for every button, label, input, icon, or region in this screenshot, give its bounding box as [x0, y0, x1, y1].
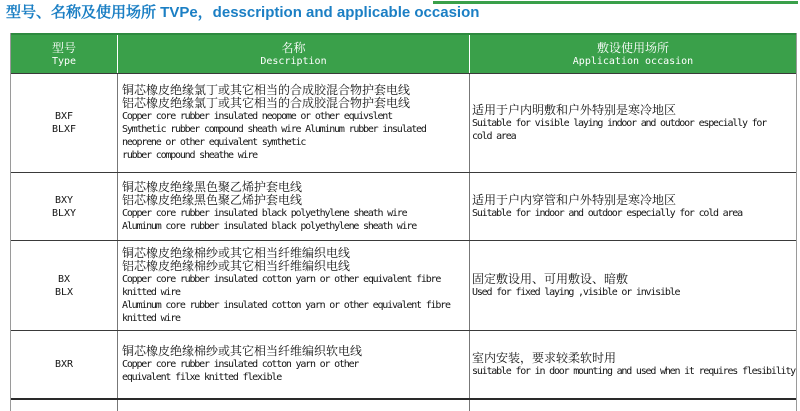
occasion-line: 室内安装，要求较柔软时用 [472, 350, 617, 365]
occasion-line: Suitable for visible laying indoor and outdoor especially for [472, 117, 767, 129]
type-code: BXR [54, 359, 74, 370]
type-cell [11, 74, 117, 172]
description-cell [117, 74, 469, 172]
header-cell-type [11, 35, 117, 73]
occasion-line: suitable for in door mounting and used when it requires flesibility [472, 365, 795, 377]
type-code: BLXY [51, 207, 77, 219]
occasion-line: 适用于户内穿管和户外特别是寒冷地区 [472, 192, 677, 207]
description-line: 铜芯橡皮绝缘棉纱或其它相当纤维编织软电线 [122, 344, 363, 358]
table-row [11, 240, 796, 330]
description-line: 铜芯橡皮绝缘黑色聚乙烯护套电线 [122, 179, 303, 194]
description-line: 铜芯橡皮绝缘棉纱或其它相当纤维编织电线 [122, 245, 351, 260]
description-line: knitted wire [122, 312, 180, 324]
description-line: Copper core rubber insulated black polyethylene sheath wire [122, 207, 407, 219]
table-row [11, 73, 796, 172]
occasion-line: 固定敷设用、可用敷设、暗敷 [472, 271, 629, 286]
description-line: 铝芯橡皮绝缘棉纱或其它相当纤维编织电线 [122, 258, 351, 273]
description-line: Aluminum core rubber insulated black polyethylene sheath wire [122, 220, 417, 232]
occasion-line: 适用于户内明敷和户外特别是寒冷地区 [472, 102, 677, 117]
header-description-zh: 名称 [281, 40, 306, 55]
accent-line [433, 1, 798, 4]
type-code: BXF [54, 111, 74, 122]
header-type-en: Type [51, 55, 77, 67]
header-occasion-zh: 敷设使用场所 [596, 40, 669, 55]
occasion-cell [469, 331, 796, 398]
description-cell [117, 331, 469, 398]
header-type-zh: 型号 [51, 40, 76, 55]
description-cell [117, 400, 469, 411]
header-cell-description [117, 35, 469, 73]
type-code: BLX [54, 286, 74, 298]
table-row [11, 172, 796, 240]
page-title: 型号、名称及使用场所 TVPe，desscription and applicable occasion [6, 4, 480, 21]
wire-type-table [10, 33, 797, 411]
table-header-row [11, 33, 796, 73]
description-line: Copper core rubber insulated cotton yarn or other [122, 359, 359, 370]
occasion-cell [469, 74, 796, 172]
description-line: knitted wire [122, 286, 180, 298]
description-line: Symthetic rubber compound sheath wire Aluminum rubber insulated [122, 124, 426, 135]
table-row [11, 330, 796, 398]
header-description-en: Description [260, 55, 327, 67]
occasion-line: Suitable for indoor and outdoor especially for cold area [472, 207, 742, 219]
type-cell [11, 331, 117, 398]
occasion-cell [469, 400, 796, 411]
occasion-cell [469, 241, 796, 330]
occasion-line: Used for fixed laying ,visible or invisible [472, 286, 680, 298]
description-line: neoprene or other equivalent symthetic [122, 137, 306, 148]
header-occasion-en: Application occasion [572, 55, 694, 67]
description-cell [117, 173, 469, 240]
description-line: Aluminum core rubber insulated cotton yarn or other equivalent fibre [122, 299, 450, 311]
occasion-line: cold area [472, 130, 516, 142]
type-code: BXY [54, 194, 74, 206]
table-body [11, 73, 796, 411]
description-line: 铜芯橡皮绝缘氯丁或其它相当的合成胶混合物护套电线 [122, 83, 411, 97]
description-line: Copper core rubber insulated cotton yarn or other equivalent fibre [122, 273, 441, 285]
table-row-partial [11, 398, 796, 411]
description-line: rubber compound sheathe wire [122, 150, 257, 161]
type-cell [11, 241, 117, 330]
description-line: 铝芯橡皮绝缘黑色聚乙烯护套电线 [122, 192, 303, 207]
header-cell-occasion [469, 35, 796, 73]
description-line: Copper core rubber insulated neopome or other equivslent [122, 111, 392, 122]
type-code: BLXF [51, 124, 77, 135]
type-code: BX [57, 273, 71, 285]
description-line: equivalent filxe knitted flexible [122, 372, 282, 383]
type-cell [11, 400, 117, 411]
occasion-cell [469, 173, 796, 240]
description-line: 铝芯橡皮绝缘氯丁或其它相当的合成胶混合物护套电线 [122, 96, 411, 110]
type-cell [11, 173, 117, 240]
description-cell [117, 241, 469, 330]
